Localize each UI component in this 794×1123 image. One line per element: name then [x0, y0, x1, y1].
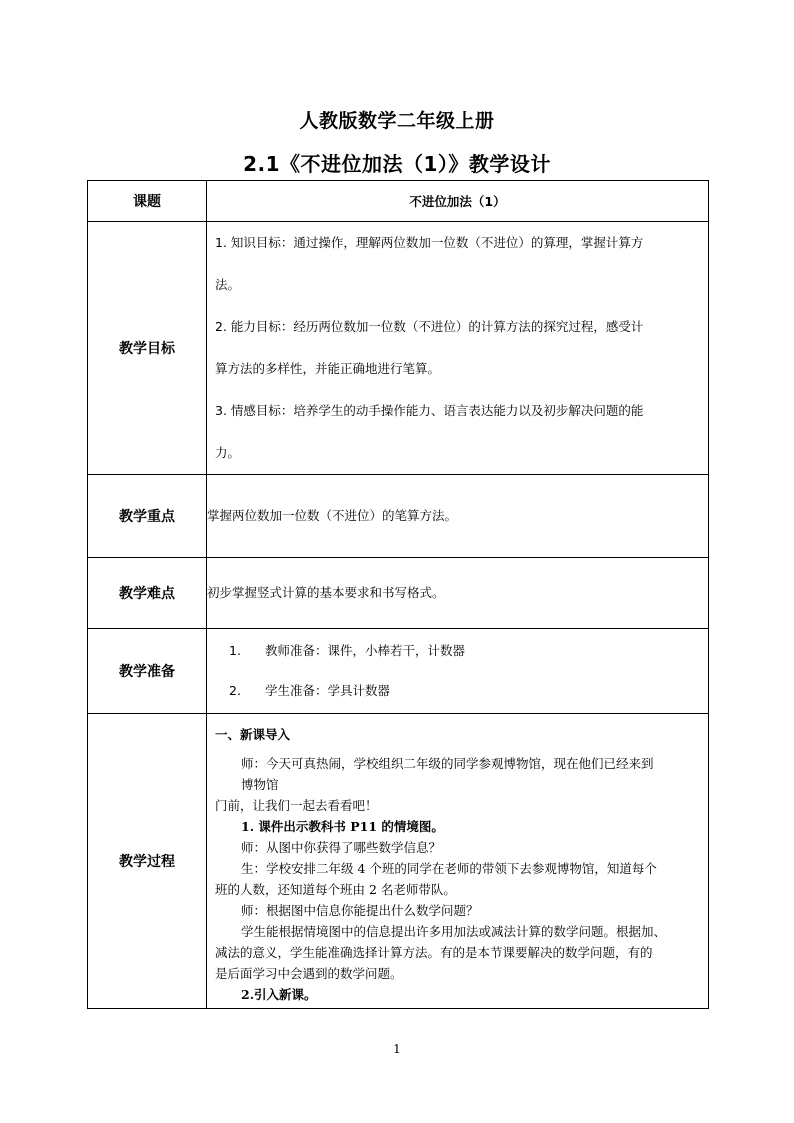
process-line: 学生能根据情境图中的信息提出许多用加法或减法计算的数学问题。根据加、	[241, 924, 667, 939]
preparation-item-text: 学生准备：学具计数器	[265, 683, 391, 698]
topic-label: 课题	[88, 181, 207, 222]
preparation-label: 教学准备	[88, 629, 207, 714]
document-subtitle: 2.1《不进位加法（1）》教学设计	[243, 152, 551, 176]
objective-line: 算方法的多样性，并能正确地进行笔算。	[215, 361, 441, 376]
objective-line: 1. 知识目标：通过操作，理解两位数加一位数（不进位）的算理，掌握计算方	[215, 235, 644, 250]
objectives-content	[207, 222, 709, 475]
process-label: 教学过程	[88, 714, 207, 1009]
preparation-item	[207, 671, 708, 711]
objective-line: 2. 能力目标：经历两位数加一位数（不进位）的计算方法的探究过程，感受计	[215, 319, 644, 334]
process-heading: 一、新课导入	[215, 727, 291, 742]
process-line: 师：从图中你获得了哪些数学信息？	[241, 840, 442, 855]
objective-line: 力。	[215, 445, 241, 460]
preparation-item-text: 教师准备：课件，小棒若干，计数器	[265, 643, 466, 658]
objective-line: 3. 情感目标：培养学生的动手操作能力、语言表达能力以及初步解决问题的能	[215, 403, 644, 418]
preparation-item-number: 1.	[229, 643, 241, 658]
process-line: 师：根据图中信息你能提出什么数学问题？	[241, 903, 479, 918]
process-content	[207, 714, 709, 1009]
key-points-label: 教学重点	[88, 475, 207, 558]
preparation-content	[207, 629, 709, 714]
difficulties-label: 教学难点	[88, 558, 207, 629]
preparation-item	[207, 631, 708, 671]
page-number: 1	[393, 1042, 401, 1056]
process-step-1: 1. 课件出示教科书 P11 的情境图。	[241, 819, 444, 834]
process-line: 是后面学习中会遇到的数学问题。	[215, 966, 403, 981]
document-title: 人教版数学二年级上册	[299, 110, 495, 132]
process-line: 生：学校安排二年级 4 个班的同学在老师的带领下去参观博物馆，知道每个	[241, 861, 657, 876]
process-line: 师：今天可真热闹，学校组织二年级的同学参观博物馆，现在他们已经来到	[241, 756, 654, 771]
lesson-plan-table	[87, 180, 709, 1009]
process-line: 博物馆	[241, 777, 279, 792]
key-points-row	[88, 475, 709, 558]
difficulties-row	[88, 558, 709, 629]
key-points-value: 掌握两位数加一位数（不进位）的笔算方法。	[207, 475, 709, 558]
process-line: 班的人数，还知道每个班由 2 名老师带队。	[215, 882, 456, 897]
preparation-row	[88, 629, 709, 714]
process-step-2: 2.引入新课。	[241, 987, 317, 1002]
objectives-label: 教学目标	[88, 222, 207, 475]
difficulties-value: 初步掌握竖式计算的基本要求和书写格式。	[207, 558, 709, 629]
objective-line: 法。	[215, 277, 241, 292]
topic-row	[88, 181, 709, 222]
topic-value: 不进位加法（1）	[207, 181, 709, 222]
process-line: 门前，让我们一起去看看吧！	[215, 798, 378, 813]
process-line: 减法的意义，学生能准确选择计算方法。有的是本节课要解决的数学问题，有的	[215, 945, 653, 960]
preparation-item-number: 2.	[229, 683, 241, 698]
objectives-row	[88, 222, 709, 475]
process-row	[88, 714, 709, 1009]
